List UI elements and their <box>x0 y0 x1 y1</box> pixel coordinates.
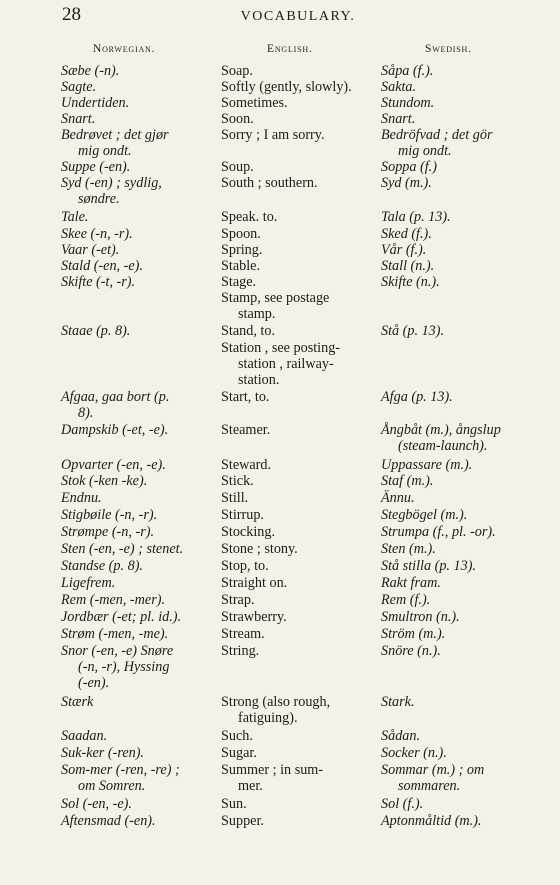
swedish-entry-line: Smultron (n.). <box>381 609 460 625</box>
norwegian-entry-line: om Somren. <box>78 778 146 795</box>
norwegian-entry <box>61 575 217 591</box>
english-entry-line: Station , see posting- <box>221 340 341 356</box>
swedish-entry <box>381 626 541 642</box>
norwegian-entry <box>61 274 217 290</box>
vocabulary-row <box>0 127 560 159</box>
norwegian-entry-line: Suppe (-en). <box>61 159 131 175</box>
norwegian-entry <box>61 507 217 523</box>
swedish-entry <box>381 258 541 274</box>
vocabulary-row <box>0 175 560 209</box>
swedish-entry <box>381 524 541 540</box>
norwegian-entry-line: Dampskib (-et, -e). <box>61 422 169 438</box>
norwegian-entry-line: Rem (-men, -mer). <box>61 592 165 608</box>
vocabulary-row <box>0 796 560 813</box>
english-entry-line: station. <box>238 372 280 389</box>
norwegian-entry-line: Sæbe (-n). <box>61 63 120 79</box>
english-entry-line: Strong (also rough, <box>221 694 331 710</box>
english-entry-line: Supper. <box>221 813 264 829</box>
vocabulary-row <box>0 79 560 95</box>
vocabulary-row <box>0 728 560 745</box>
swedish-entry-line: sommaren. <box>398 778 461 795</box>
vocabulary-row <box>0 258 560 274</box>
swedish-entry-line: Uppassare (m.). <box>381 457 473 473</box>
running-title: VOCABULARY. <box>240 9 356 24</box>
vocabulary-row <box>0 575 560 592</box>
vocabulary-row <box>0 274 560 290</box>
swedish-entry <box>381 242 541 258</box>
swedish-entry <box>381 274 541 290</box>
swedish-entry-line: Stark. <box>381 694 415 710</box>
norwegian-entry-line: Syd (-en) ; sydlig, <box>61 175 162 191</box>
swedish-entry-line: Ännu. <box>381 490 415 506</box>
vocabulary-row <box>0 592 560 609</box>
english-entry <box>221 643 378 659</box>
swedish-entry <box>381 694 541 710</box>
english-entry <box>221 242 378 258</box>
english-entry-line: Strawberry. <box>221 609 287 625</box>
norwegian-entry-line: Skee (-n, -r). <box>61 226 133 242</box>
english-entry-line: Steamer. <box>221 422 271 438</box>
norwegian-entry-line: Staae (p. 8). <box>61 323 131 339</box>
swedish-entry-line: Sommar (m.) ; om <box>381 762 485 778</box>
english-entry <box>221 95 378 111</box>
vocabulary-row <box>0 694 560 728</box>
swedish-entry <box>381 643 541 659</box>
norwegian-entry-line: Stærk <box>61 694 94 710</box>
english-column-header: English. <box>267 43 313 55</box>
english-entry-line: Spring. <box>221 242 263 258</box>
english-entry <box>221 558 378 574</box>
norwegian-entry-line: Tale. <box>61 209 89 225</box>
swedish-entry-line: Soppa (f.) <box>381 159 437 175</box>
norwegian-entry-line: søndre. <box>78 191 120 208</box>
english-entry <box>221 274 378 290</box>
norwegian-entry <box>61 323 217 339</box>
norwegian-entry <box>61 175 217 207</box>
english-entry-line: Sometimes. <box>221 95 288 111</box>
swedish-entry <box>381 95 541 111</box>
swedish-entry-line: Aptonmåltid (m.). <box>381 813 482 829</box>
english-entry-line: Soap. <box>221 63 253 79</box>
english-entry <box>221 694 378 726</box>
vocabulary-row <box>0 558 560 575</box>
vocabulary-row <box>0 473 560 490</box>
english-entry-line: Stop, to. <box>221 558 269 574</box>
vocabulary-row <box>0 159 560 175</box>
norwegian-entry-line: Sten (-en, -e) ; stenet. <box>61 541 184 557</box>
english-entry-line: station , railway- <box>238 356 334 373</box>
vocabulary-row <box>0 111 560 127</box>
norwegian-entry-line: Stigbøile (-n, -r). <box>61 507 158 523</box>
swedish-entry-line: Sådan. <box>381 728 421 744</box>
norwegian-entry-line: Aftensmad (-en). <box>61 813 156 829</box>
norwegian-entry-line: mig ondt. <box>78 143 132 160</box>
english-entry <box>221 592 378 608</box>
vocabulary-row <box>0 457 560 473</box>
norwegian-entry-line: Strømpe (-n, -r). <box>61 524 154 540</box>
norwegian-entry-line: Bedrøvet ; det gjør <box>61 127 169 143</box>
swedish-entry-line: Bedröfvad ; det gör <box>381 127 493 143</box>
english-entry <box>221 323 378 339</box>
swedish-entry <box>381 209 541 225</box>
vocabulary-row <box>0 490 560 507</box>
vocabulary-row <box>0 541 560 558</box>
swedish-entry-line: Skifte (n.). <box>381 274 440 290</box>
english-entry <box>221 762 378 794</box>
swedish-entry-line: Stall (n.). <box>381 258 435 274</box>
swedish-entry <box>381 558 541 574</box>
english-entry <box>221 127 378 143</box>
swedish-entry-line: Strumpa (f., pl. -or). <box>381 524 496 540</box>
english-entry-line: Stage. <box>221 274 257 290</box>
norwegian-entry <box>61 643 217 692</box>
vocabulary-row <box>0 290 560 323</box>
english-entry-line: stamp. <box>238 306 276 323</box>
swedish-entry <box>381 175 541 191</box>
english-entry-line: Soon. <box>221 111 254 127</box>
norwegian-entry-line: Snart. <box>61 111 96 127</box>
english-entry <box>221 209 378 225</box>
english-entry-line: Summer ; in sum- <box>221 762 324 778</box>
norwegian-entry <box>61 63 217 79</box>
swedish-entry <box>381 457 541 473</box>
swedish-entry <box>381 79 541 95</box>
vocabulary-row <box>0 626 560 643</box>
norwegian-entry <box>61 796 217 812</box>
swedish-entry-line: mig ondt. <box>398 143 452 160</box>
swedish-entry <box>381 728 541 744</box>
swedish-entry-line: Sten (m.). <box>381 541 436 557</box>
english-entry <box>221 796 378 812</box>
swedish-entry <box>381 541 541 557</box>
vocabulary-row <box>0 813 560 830</box>
swedish-entry-line: Ångbåt (m.), ångslup <box>381 422 501 438</box>
swedish-entry-line: Såpa (f.). <box>381 63 434 79</box>
swedish-entry <box>381 507 541 523</box>
swedish-entry <box>381 762 541 794</box>
english-entry <box>221 524 378 540</box>
swedish-entry-line: Stundom. <box>381 95 435 111</box>
english-entry <box>221 457 378 473</box>
norwegian-entry-line: Suk-ker (-ren). <box>61 745 144 761</box>
column-headers <box>0 43 560 63</box>
vocabulary-row <box>0 226 560 242</box>
norwegian-entry <box>61 541 217 557</box>
vocabulary-row <box>0 340 560 389</box>
english-entry-line: Stamp, see postage <box>221 290 330 306</box>
swedish-entry <box>381 745 541 761</box>
swedish-entry-line: Rem (f.). <box>381 592 431 608</box>
vocabulary-row <box>0 63 560 79</box>
norwegian-column-header: Norwegian. <box>93 43 156 55</box>
vocabulary-row <box>0 422 560 457</box>
norwegian-entry <box>61 242 217 258</box>
english-entry <box>221 541 378 557</box>
english-entry <box>221 473 378 489</box>
norwegian-entry-line: (-en). <box>78 675 110 692</box>
vocabulary-row <box>0 524 560 541</box>
norwegian-entry <box>61 626 217 642</box>
english-entry-line: Spoon. <box>221 226 261 242</box>
vocabulary-row <box>0 643 560 694</box>
swedish-entry <box>381 490 541 506</box>
swedish-entry-line: Stegbögel (m.). <box>381 507 468 523</box>
vocabulary-table <box>0 63 560 830</box>
english-entry-line: Such. <box>221 728 253 744</box>
english-entry <box>221 389 378 405</box>
norwegian-entry-line: 8). <box>78 405 94 422</box>
vocabulary-row <box>0 745 560 762</box>
swedish-entry <box>381 796 541 812</box>
page-number: 28 <box>62 4 81 25</box>
norwegian-entry-line: Som-mer (-ren, -re) ; <box>61 762 180 778</box>
swedish-entry-line: Sakta. <box>381 79 417 95</box>
english-entry <box>221 258 378 274</box>
swedish-entry-line: Snart. <box>381 111 416 127</box>
norwegian-entry-line: Stok (-ken -ke). <box>61 473 148 489</box>
vocabulary-row <box>0 209 560 226</box>
norwegian-entry-line: Snor (-en, -e) Snøre <box>61 643 174 659</box>
english-entry-line: Stable. <box>221 258 261 274</box>
norwegian-entry-line: Standse (p. 8). <box>61 558 143 574</box>
english-entry <box>221 728 378 744</box>
english-entry-line: fatiguing). <box>238 710 298 727</box>
norwegian-entry-line: (-n, -r), Hyssing <box>78 659 170 676</box>
norwegian-entry <box>61 127 217 159</box>
norwegian-entry <box>61 694 217 710</box>
norwegian-entry <box>61 79 217 95</box>
swedish-entry-line: Afga (p. 13). <box>381 389 453 405</box>
english-entry <box>221 813 378 829</box>
norwegian-entry <box>61 745 217 761</box>
swedish-entry <box>381 422 541 454</box>
swedish-entry-line: Rakt fram. <box>381 575 441 591</box>
english-entry <box>221 745 378 761</box>
swedish-entry-line: Sked (f.). <box>381 226 432 242</box>
vocabulary-row <box>0 609 560 626</box>
vocabulary-row <box>0 507 560 524</box>
english-entry <box>221 340 378 389</box>
vocabulary-row <box>0 762 560 796</box>
swedish-entry-line: Ström (m.). <box>381 626 446 642</box>
norwegian-entry-line: Vaar (-et). <box>61 242 120 258</box>
norwegian-entry-line: Skifte (-t, -r). <box>61 274 136 290</box>
norwegian-entry <box>61 457 217 473</box>
swedish-entry-line: Snöre (n.). <box>381 643 441 659</box>
swedish-entry <box>381 473 541 489</box>
english-entry-line: Stirrup. <box>221 507 264 523</box>
swedish-entry <box>381 127 541 159</box>
swedish-entry-line: Stå stilla (p. 13). <box>381 558 476 574</box>
norwegian-entry-line: Saadan. <box>61 728 108 744</box>
english-entry <box>221 290 378 322</box>
english-entry-line: Soup. <box>221 159 254 175</box>
norwegian-entry <box>61 558 217 574</box>
vocabulary-row <box>0 95 560 111</box>
english-entry <box>221 175 378 191</box>
english-entry-line: Softly (gently, slowly). <box>221 79 352 95</box>
english-entry <box>221 609 378 625</box>
norwegian-entry-line: Strøm (-men, -me). <box>61 626 169 642</box>
english-entry <box>221 507 378 523</box>
norwegian-entry-line: Opvarter (-en, -e). <box>61 457 166 473</box>
norwegian-entry <box>61 524 217 540</box>
norwegian-entry <box>61 159 217 175</box>
swedish-entry-line: Stå (p. 13). <box>381 323 445 339</box>
swedish-entry <box>381 159 541 175</box>
english-entry <box>221 79 378 95</box>
norwegian-entry-line: Sagte. <box>61 79 97 95</box>
english-entry-line: Sun. <box>221 796 247 812</box>
swedish-entry-line: (steam-launch). <box>398 438 488 455</box>
norwegian-entry <box>61 609 217 625</box>
english-entry <box>221 490 378 506</box>
norwegian-entry <box>61 111 217 127</box>
english-entry-line: Stone ; stony. <box>221 541 298 557</box>
swedish-entry <box>381 111 541 127</box>
english-entry-line: Stick. <box>221 473 254 489</box>
swedish-entry-line: Socker (n.). <box>381 745 447 761</box>
english-entry-line: Speak. to. <box>221 209 278 225</box>
norwegian-entry-line: Stald (-en, -e). <box>61 258 143 274</box>
swedish-entry <box>381 389 541 405</box>
english-entry <box>221 422 378 438</box>
vocabulary-row <box>0 389 560 422</box>
english-entry-line: Start, to. <box>221 389 270 405</box>
norwegian-entry-line: Afgaa, gaa bort (p. <box>61 389 170 405</box>
norwegian-entry <box>61 592 217 608</box>
norwegian-entry-line: Jordbær (-et; pl. id.). <box>61 609 182 625</box>
english-entry-line: Stream. <box>221 626 265 642</box>
english-entry-line: Steward. <box>221 457 272 473</box>
swedish-entry <box>381 226 541 242</box>
swedish-entry-line: Vår (f.). <box>381 242 427 258</box>
swedish-entry-line: Syd (m.). <box>381 175 432 191</box>
swedish-entry <box>381 592 541 608</box>
swedish-entry-line: Tala (p. 13). <box>381 209 451 225</box>
norwegian-entry <box>61 209 217 225</box>
english-entry-line: South ; southern. <box>221 175 318 191</box>
english-entry <box>221 63 378 79</box>
norwegian-entry <box>61 813 217 829</box>
english-entry-line: mer. <box>238 778 263 795</box>
norwegian-entry <box>61 762 217 794</box>
norwegian-entry <box>61 728 217 744</box>
swedish-entry <box>381 813 541 829</box>
norwegian-entry <box>61 226 217 242</box>
norwegian-entry <box>61 473 217 489</box>
norwegian-entry-line: Sol (-en, -e). <box>61 796 132 812</box>
swedish-entry-line: Sol (f.). <box>381 796 424 812</box>
english-entry <box>221 626 378 642</box>
norwegian-entry <box>61 95 217 111</box>
english-entry-line: Straight on. <box>221 575 288 591</box>
swedish-entry <box>381 323 541 339</box>
vocabulary-row <box>0 242 560 258</box>
vocabulary-row <box>0 323 560 340</box>
english-entry-line: Sugar. <box>221 745 257 761</box>
english-entry <box>221 226 378 242</box>
english-entry <box>221 575 378 591</box>
swedish-entry <box>381 63 541 79</box>
swedish-column-header: Swedish. <box>425 43 472 55</box>
swedish-entry <box>381 575 541 591</box>
norwegian-entry <box>61 389 217 421</box>
swedish-entry <box>381 609 541 625</box>
swedish-entry-line: Staf (m.). <box>381 473 434 489</box>
english-entry-line: Stocking. <box>221 524 275 540</box>
norwegian-entry <box>61 258 217 274</box>
english-entry-line: String. <box>221 643 260 659</box>
english-entry-line: Strap. <box>221 592 255 608</box>
norwegian-entry-line: Endnu. <box>61 490 102 506</box>
english-entry <box>221 159 378 175</box>
english-entry <box>221 111 378 127</box>
norwegian-entry-line: Undertiden. <box>61 95 130 111</box>
norwegian-entry-line: Ligefrem. <box>61 575 116 591</box>
english-entry-line: Still. <box>221 490 249 506</box>
english-entry-line: Sorry ; I am sorry. <box>221 127 325 143</box>
norwegian-entry <box>61 422 217 438</box>
english-entry-line: Stand, to. <box>221 323 275 339</box>
norwegian-entry <box>61 490 217 506</box>
